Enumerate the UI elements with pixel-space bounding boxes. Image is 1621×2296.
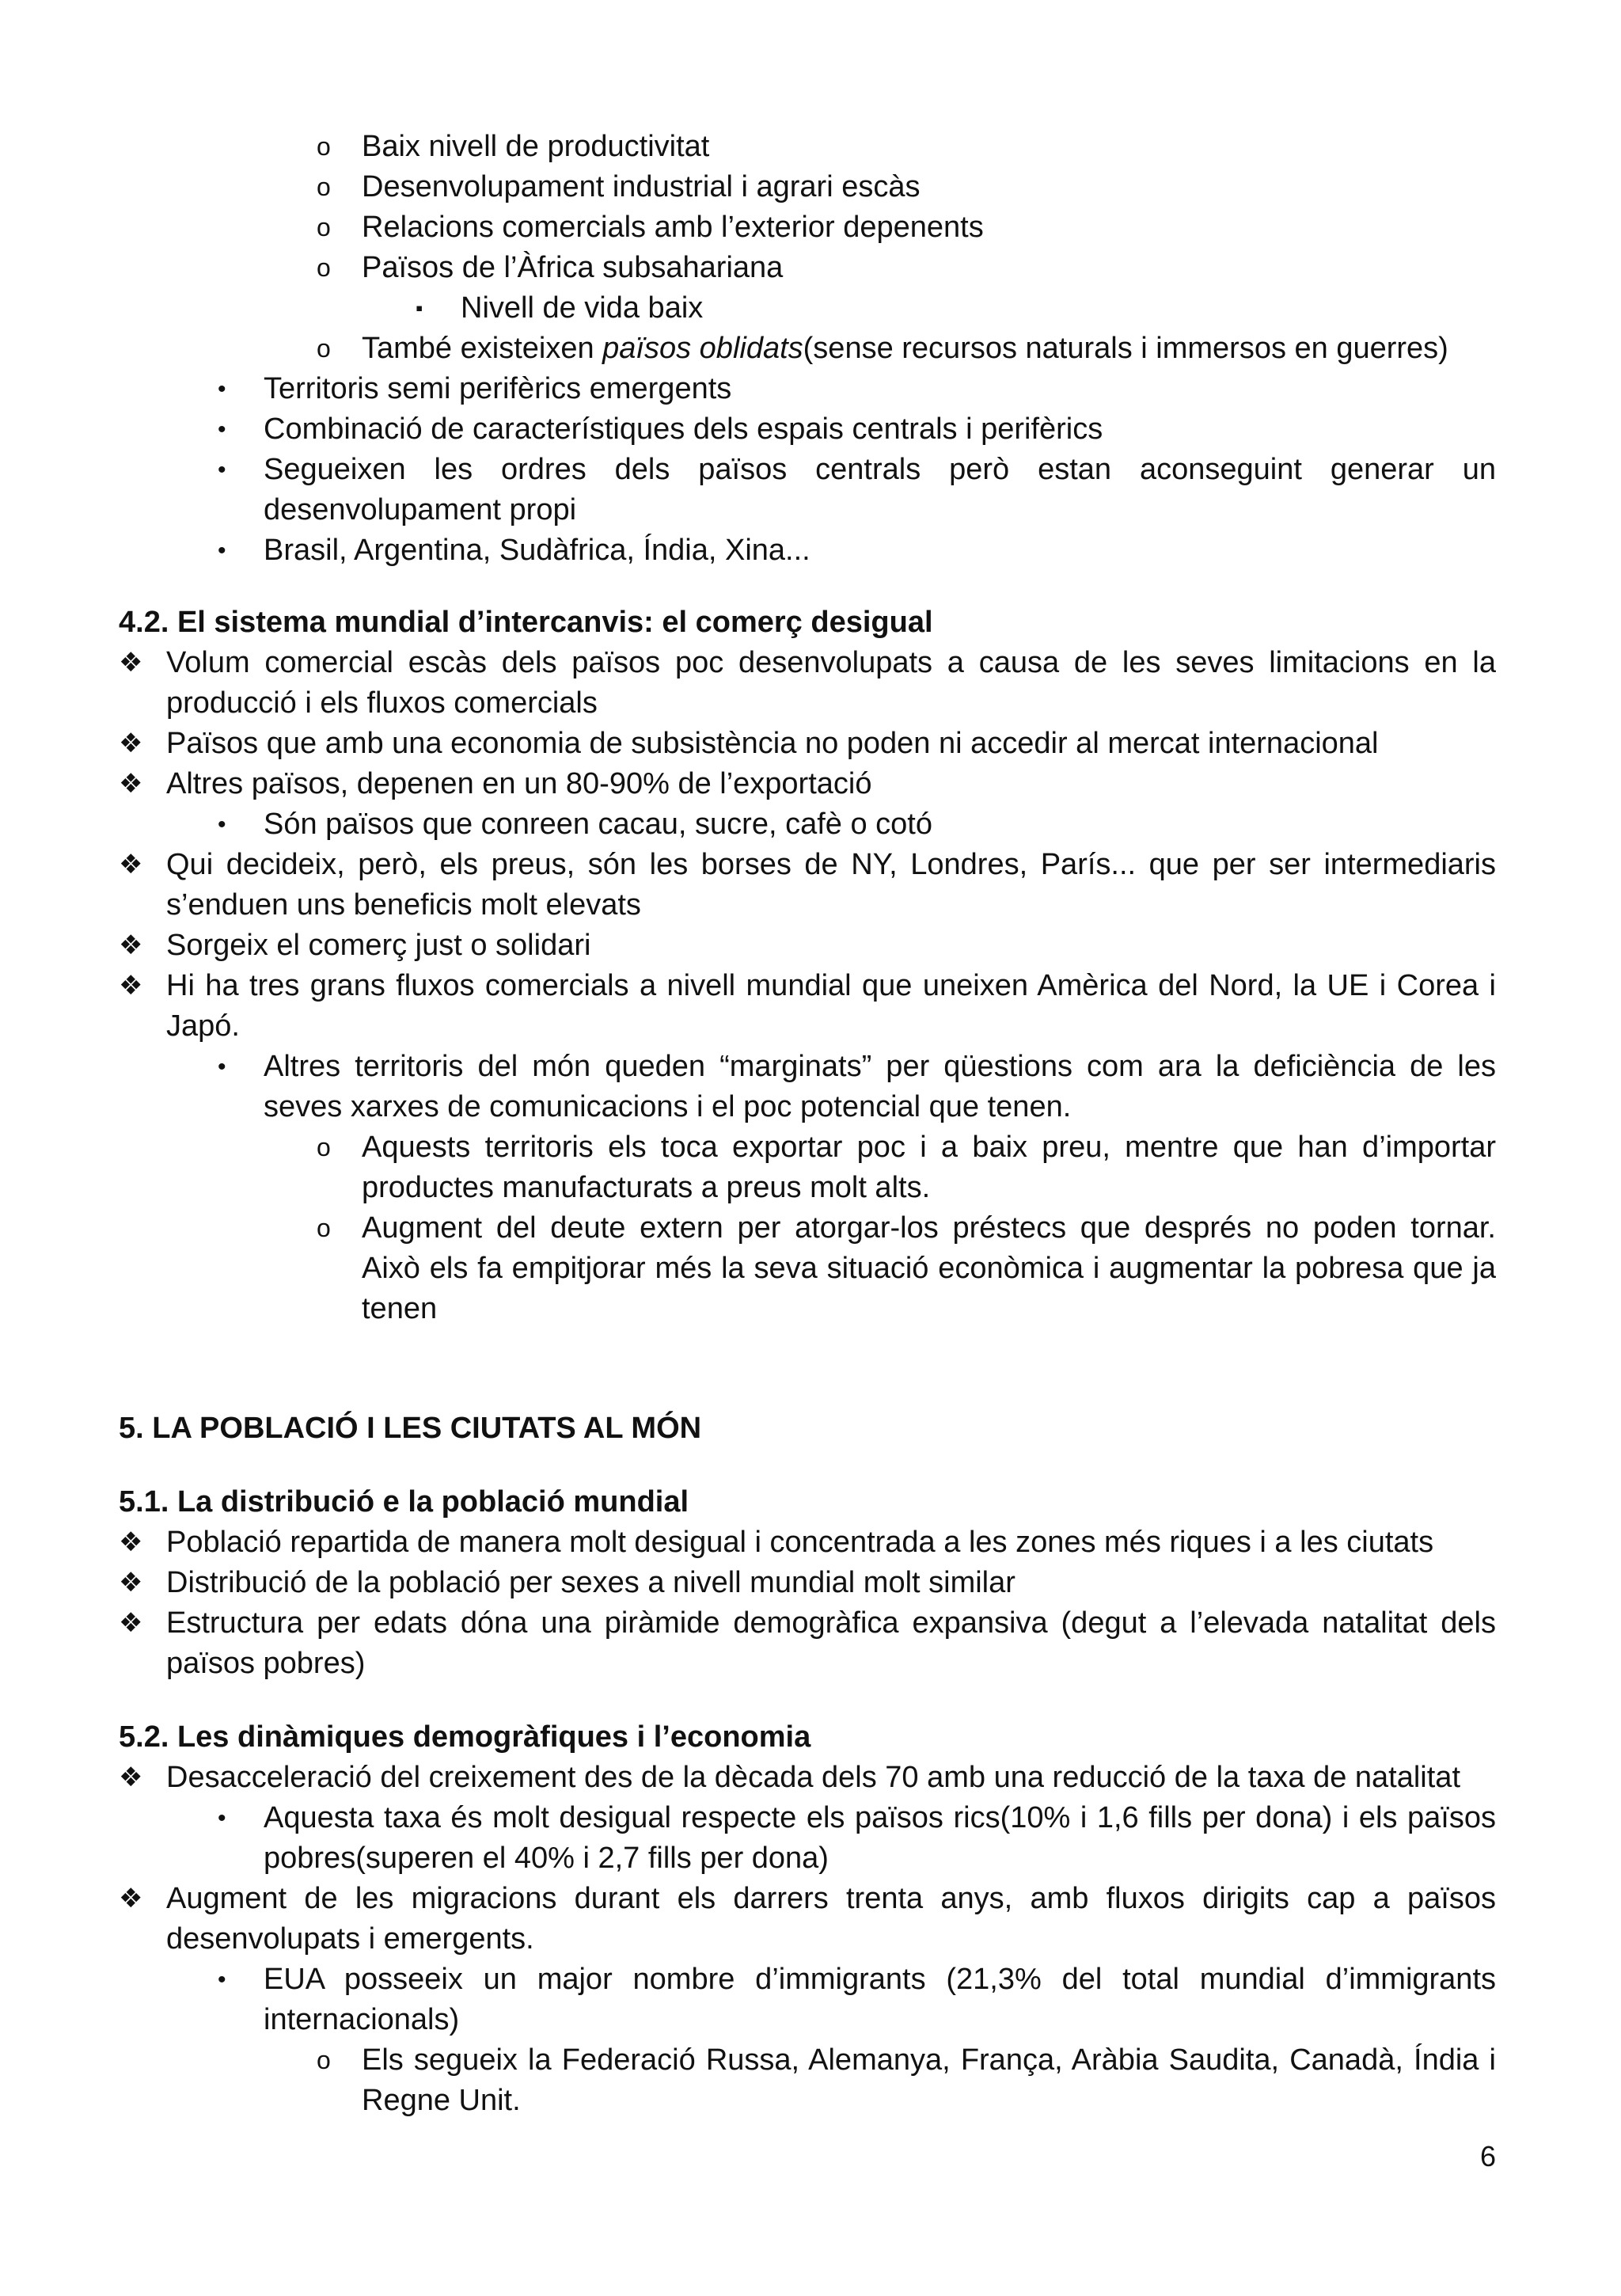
list-item (119, 1758, 1496, 1798)
list-item (119, 409, 1496, 450)
square-bullet-icon: ▪ (416, 296, 423, 320)
list-item (119, 329, 1496, 369)
list-item (119, 450, 1496, 530)
list-item (119, 804, 1496, 845)
bullet-icon: • (218, 538, 226, 564)
bullet-icon: • (218, 812, 226, 838)
bullet-icon: • (218, 457, 226, 483)
circle-bullet-icon: o (317, 1133, 331, 1161)
list-item-text: Segueixen les ordres dels països centrals però estan aconseguint generar un desenvolupament propi (264, 453, 1496, 526)
list-item-text: Distribució de la població per sexes a nivell mundial molt similar (166, 1566, 1015, 1599)
list-item (119, 1603, 1496, 1684)
diamond-bullet-icon: ❖ (119, 769, 143, 799)
diamond-bullet-icon: ❖ (119, 1884, 143, 1914)
section-heading: 4.2. El sistema mundial d’intercanvis: el comerç desigual (119, 606, 933, 639)
list-item-text: Hi ha tres grans fluxos comercials a nivell mundial que uneixen Amèrica del Nord, la UE i Corea i Japó. (166, 969, 1496, 1043)
list-item (119, 764, 1496, 804)
list-item (119, 207, 1496, 248)
list-item-text: Aquests territoris els toca exportar poc i a baix preu, mentre que han d’importar productes manufacturats a preus molt alts. (362, 1131, 1496, 1204)
list-item-text: Qui decideix, però, els preus, són les borses de NY, Londres, París... que per ser intermediaris s’enduen uns beneficis molt elevats (166, 848, 1496, 922)
list-item-text: Són països que conreen cacau, sucre, cafè o cotó (264, 808, 932, 841)
document-page (119, 127, 1496, 2121)
list-item-text: Territoris semi perifèrics emergents (264, 372, 732, 405)
list-item (119, 288, 1496, 329)
circle-bullet-icon: o (317, 334, 331, 363)
list-item-text: Estructura per edats dóna una piràmide demogràfica expansiva (degut a l’elevada natalitat dels països pobres) (166, 1606, 1496, 1680)
list-item (119, 127, 1496, 167)
list-item (119, 530, 1496, 571)
list-item (119, 248, 1496, 288)
list-item (119, 1798, 1496, 1879)
emphasis: països oblidats (602, 332, 803, 365)
list-item (119, 1522, 1496, 1563)
list-item-text: Relacions comercials amb l’exterior depenents (362, 211, 984, 244)
chapter-heading: 5. LA POBLACIÓ I LES CIUTATS AL MÓN (119, 1412, 702, 1445)
list-item-text: Desenvolupament industrial i agrari escàs (362, 170, 921, 203)
diamond-bullet-icon: ❖ (119, 1568, 143, 1598)
bullet-icon: • (218, 1054, 226, 1080)
diamond-bullet-icon: ❖ (119, 1608, 143, 1638)
diamond-bullet-icon: ❖ (119, 1762, 143, 1792)
list-item (119, 1208, 1496, 1329)
list-item-text: Altres països, depenen en un 80-90% de l’exportació (166, 767, 872, 800)
list-item-text: Desacceleració del creixement des de la dècada dels 70 amb una reducció de la taxa de natalitat (166, 1761, 1461, 1794)
list-item-text: També existeixen països oblidats(sense recursos naturals i immersos en guerres) (362, 332, 1448, 365)
list-item-text: Població repartida de manera molt desigual i concentrada a les zones més riques i a les ciutats (166, 1526, 1434, 1559)
circle-bullet-icon: o (317, 132, 331, 161)
list-item-text: Sorgeix el comerç just o solidari (166, 929, 591, 962)
diamond-bullet-icon: ❖ (119, 1527, 143, 1557)
diamond-bullet-icon: ❖ (119, 971, 143, 1001)
bullet-icon: • (218, 1967, 226, 1993)
list-item (119, 167, 1496, 207)
circle-bullet-icon: o (317, 213, 331, 241)
section-heading: 5.2. Les dinàmiques demogràfiques i l’economia (119, 1720, 811, 1754)
list-item-text: Els segueix la Federació Russa, Alemanya, França, Aràbia Saudita, Canadà, Índia i Regne Unit. (362, 2043, 1496, 2117)
list-item-text: Brasil, Argentina, Sudàfrica, Índia, Xina... (264, 534, 810, 567)
bullet-icon: • (218, 1805, 226, 1831)
list-item (119, 1127, 1496, 1208)
list-item-text: Baix nivell de productivitat (362, 130, 710, 163)
list-item-text: Altres territoris del món queden “marginats” per qüestions com ara la deficiència de les seves xarxes de comunicacions i el poc potencial que tenen. (264, 1050, 1496, 1123)
circle-bullet-icon: o (317, 1214, 331, 1242)
list-item-text: Aquesta taxa és molt desigual respecte els països rics(10% i 1,6 fills per dona) i els països pobres(superen el 40% i 2,7 fills per dona) (264, 1801, 1496, 1875)
bullet-icon: • (218, 376, 226, 402)
list-item (119, 643, 1496, 724)
list-item-text: EUA posseeix un major nombre d’immigrants (21,3% del total mundial d’immigrants internacionals) (264, 1963, 1496, 2036)
list-item (119, 845, 1496, 926)
list-item-text: Volum comercial escàs dels països poc desenvolupats a causa de les seves limitacions en la producció i els fluxos comercials (166, 646, 1496, 720)
diamond-bullet-icon: ❖ (119, 728, 143, 758)
section-heading: 5.1. La distribució e la població mundial (119, 1485, 689, 1519)
list-item (119, 724, 1496, 764)
list-item-text: Nivell de vida baix (461, 291, 704, 325)
circle-bullet-icon: o (317, 2046, 331, 2074)
list-item-text: Països de l’Àfrica subsahariana (362, 251, 784, 284)
list-item-text: Combinació de característiques dels espais centrals i perifèrics (264, 412, 1103, 446)
list-item-text: Augment del deute extern per atorgar-los préstecs que després no poden tornar. Això els fa empitjorar més la seva situació econòmica i augmentar la pobresa que ja tenen (362, 1211, 1496, 1325)
circle-bullet-icon: o (317, 253, 331, 282)
list-item-text: Augment de les migracions durant els darrers trenta anys, amb fluxos dirigits cap a països desenvolupats i emergents. (166, 1882, 1496, 1956)
list-item (119, 926, 1496, 966)
list-item (119, 1563, 1496, 1603)
list-item (119, 1047, 1496, 1127)
circle-bullet-icon: o (317, 173, 331, 201)
diamond-bullet-icon: ❖ (119, 850, 143, 880)
list-item (119, 1879, 1496, 1960)
diamond-bullet-icon: ❖ (119, 930, 143, 960)
list-item (119, 2040, 1496, 2121)
list-item (119, 1960, 1496, 2040)
list-item (119, 966, 1496, 1047)
bullet-icon: • (218, 416, 226, 443)
list-item (119, 369, 1496, 409)
diamond-bullet-icon: ❖ (119, 648, 143, 678)
page-number: 6 (1479, 2140, 1496, 2172)
list-item-text: Països que amb una economia de subsistència no poden ni accedir al mercat internacional (166, 727, 1379, 760)
